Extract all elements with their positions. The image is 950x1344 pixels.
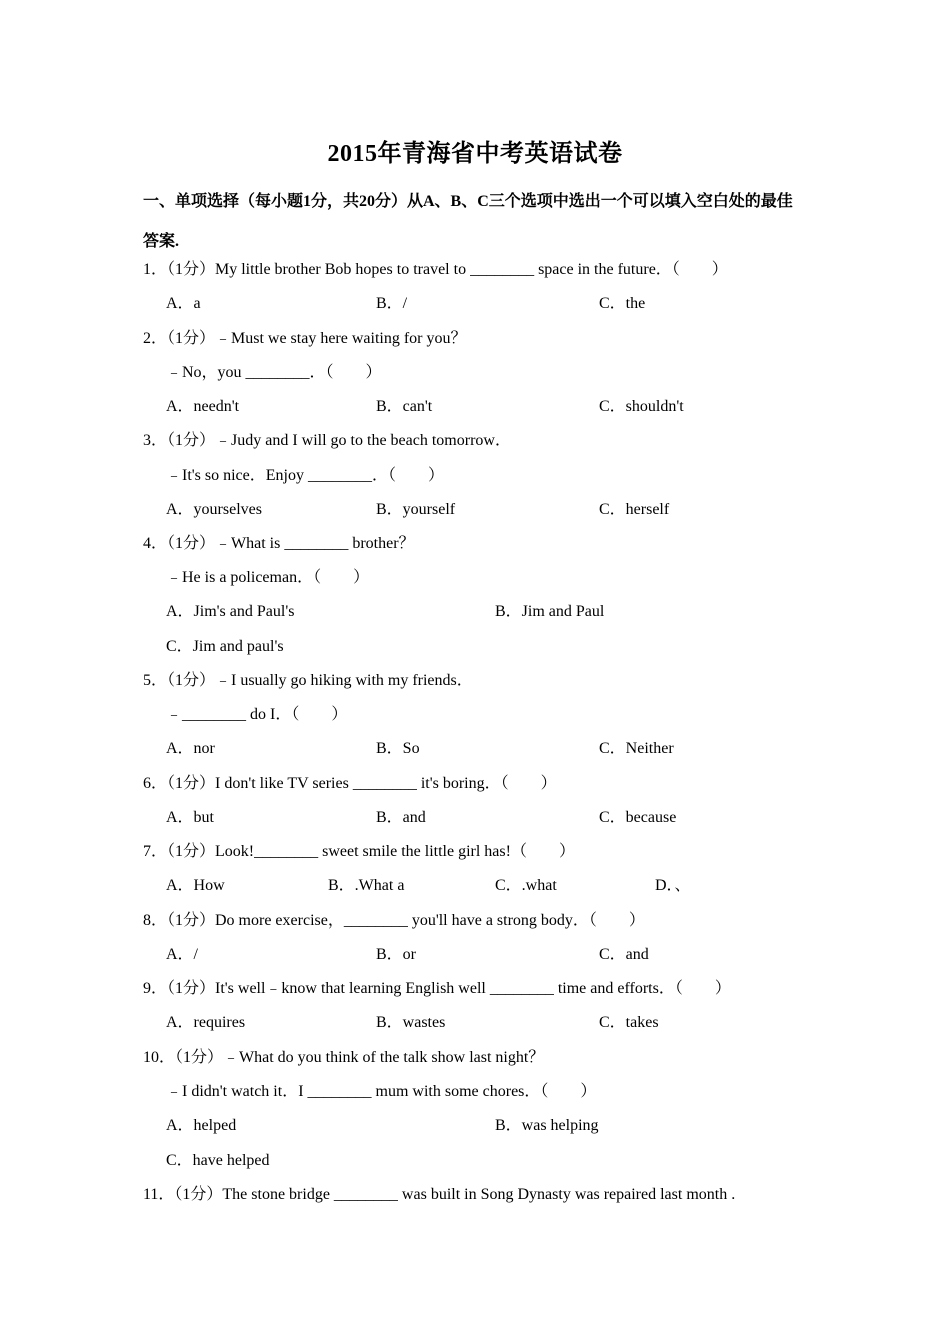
- question-11-stem: 11．（1分）The stone bridge ________ was built in Song Dynasty was repaired last month .: [143, 1186, 736, 1203]
- question-3-stem: 3．（1分）﹣Judy and I will go to the beach tomorrow．: [143, 432, 511, 449]
- question-2-option-a[interactable]: A．needn't: [166, 398, 240, 415]
- question-7-stem: 7．（1分）Look!________ sweet smile the little girl has!（ ）: [143, 843, 575, 860]
- question-8-stem: 8．（1分）Do more exercise，________ you'll have a strong body．（ ）: [143, 912, 645, 929]
- question-8-option-a[interactable]: A．/: [166, 946, 199, 963]
- question-4-option-a[interactable]: A．Jim's and Paul's: [166, 603, 295, 620]
- question-7-option-c[interactable]: C．.what: [495, 877, 557, 894]
- section-instruction-line2: 答案.: [143, 233, 180, 250]
- question-1-option-b[interactable]: B．/: [376, 295, 408, 312]
- question-7-option-b[interactable]: B．.What a: [328, 877, 405, 894]
- question-7-option-a[interactable]: A．How: [166, 877, 225, 894]
- question-5-stem: 5．（1分）﹣I usually go hiking with my friends．: [143, 672, 473, 689]
- question-6-option-b[interactable]: B．and: [376, 809, 426, 826]
- question-6-option-a[interactable]: A．but: [166, 809, 215, 826]
- question-5-response: ﹣________ do I．（ ）: [166, 706, 348, 723]
- question-3-option-a[interactable]: A．yourselves: [166, 501, 262, 518]
- question-3-option-b[interactable]: B．yourself: [376, 501, 456, 518]
- question-6-option-c[interactable]: C．because: [599, 809, 677, 826]
- question-10-option-c[interactable]: C．have helped: [166, 1152, 270, 1169]
- question-6-stem: 6．（1分）I don't like TV series ________ it's boring．（ ）: [143, 775, 557, 792]
- question-9-stem: 9．（1分）It's well﹣know that learning English well ________ time and efforts．（ ）: [143, 980, 731, 997]
- question-2-response: ﹣No，you ________．（ ）: [166, 364, 382, 381]
- question-9-option-b[interactable]: B．wastes: [376, 1014, 446, 1031]
- question-9-option-c[interactable]: C．takes: [599, 1014, 659, 1031]
- question-10-option-a[interactable]: A．helped: [166, 1117, 237, 1134]
- question-4-option-b[interactable]: B．Jim and Paul: [495, 603, 605, 620]
- question-10-stem: 10．（1分）﹣What do you think of the talk show last night？: [143, 1049, 545, 1066]
- question-7-option-d[interactable]: D．、: [655, 877, 691, 894]
- question-2-option-c[interactable]: C．shouldn't: [599, 398, 684, 415]
- question-4-stem: 4．（1分）﹣What is ________ brother？: [143, 535, 415, 552]
- question-3-response: ﹣It's so nice．Enjoy ________．（ ）: [166, 467, 444, 484]
- question-1-option-c[interactable]: C．the: [599, 295, 646, 312]
- question-1-stem: 1．（1分）My little brother Bob hopes to travel to ________ space in the future．（ ）: [143, 261, 728, 278]
- question-3-option-c[interactable]: C．herself: [599, 501, 670, 518]
- question-2-stem: 2．（1分）﹣Must we stay here waiting for you？: [143, 330, 467, 347]
- question-5-option-b[interactable]: B．So: [376, 740, 420, 757]
- question-1-option-a[interactable]: A．a: [166, 295, 201, 312]
- question-4-response: ﹣He is a policeman．（ ）: [166, 569, 370, 586]
- question-4-option-c[interactable]: C．Jim and paul's: [166, 638, 284, 655]
- question-8-option-b[interactable]: B．or: [376, 946, 417, 963]
- question-8-option-c[interactable]: C．and: [599, 946, 649, 963]
- exam-title: 2015年青海省中考英语试卷: [327, 141, 623, 167]
- question-9-option-a[interactable]: A．requires: [166, 1014, 246, 1031]
- section-instruction-line1: 一、单项选择（每小题1分，共20分）从A、B、C三个选项中选出一个可以填入空白处的最佳: [143, 193, 793, 210]
- question-2-option-b[interactable]: B．can't: [376, 398, 433, 415]
- question-10-response: ﹣I didn't watch it．I ________ mum with some chores．（ ）: [166, 1083, 597, 1100]
- question-10-option-b[interactable]: B．was helping: [495, 1117, 599, 1134]
- question-5-option-c[interactable]: C．Neither: [599, 740, 674, 757]
- question-5-option-a[interactable]: A．nor: [166, 740, 215, 757]
